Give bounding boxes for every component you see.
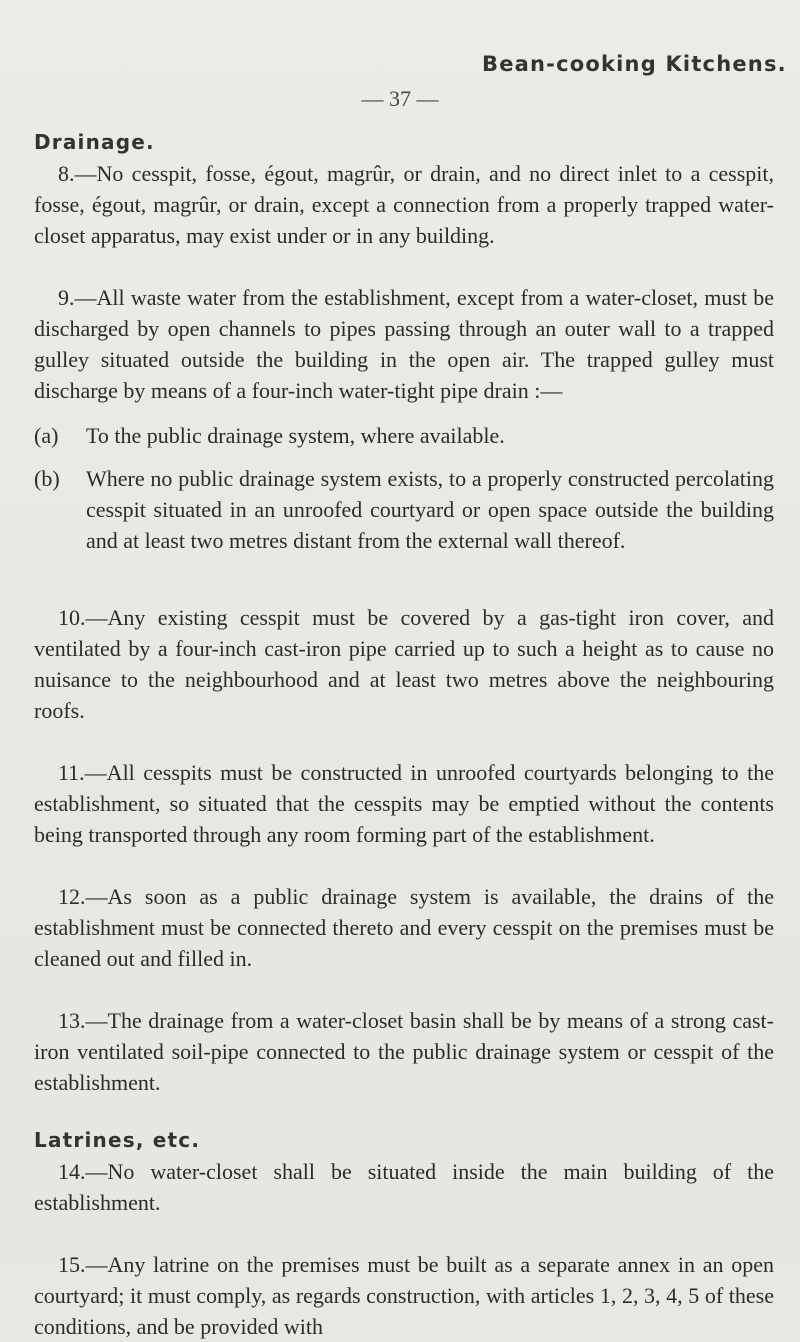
list-item-label: (b)	[34, 466, 60, 491]
paragraph-15: 15.—Any latrine on the premises must be built as a separate annex in an open courtyard; it must comply, as regards construction, with articles 1, 2, 3, 4, 5 of these conditions, and be provided with	[34, 1252, 774, 1339]
paragraph-11: 11.—All cesspits must be constructed in unroofed courtyards belonging to the establishment, so situated that the cesspits may be emptied without the contents being transported through any room forming part of the establishment.	[34, 760, 774, 847]
page-content	[34, 130, 774, 1342]
page-number: — 37 —	[361, 86, 439, 111]
section-heading-latrines: Latrines, etc.	[34, 1128, 201, 1152]
paragraph-13: 13.—The drainage from a water-closet basin shall be by means of a strong cast-iron ventilated soil-pipe connected to the public drainage system or cesspit of the establishment.	[34, 1008, 774, 1095]
paragraph-9: 9.—All waste water from the establishment, except from a water-closet, must be discharged by open channels to pipes passing through an outer wall to a trapped gulley situated outside the building in the open air. The trapped gulley must discharge by means of a four-inch water-tight pipe drain :—	[34, 285, 774, 403]
list-item-label: (a)	[34, 423, 59, 448]
list-item-a	[34, 420, 774, 451]
paragraph-9-list	[34, 420, 774, 556]
list-item-text: To the public drainage system, where available.	[86, 423, 505, 448]
paragraph-14: 14.—No water-closet shall be situated inside the main building of the establishment.	[34, 1159, 774, 1215]
list-item-b	[34, 463, 774, 556]
paragraph-10: 10.—Any existing cesspit must be covered by a gas-tight iron cover, and ventilated by a four-inch cast-iron pipe carried up to such a height as to cause no nuisance to the neighbourhood and at least two metres above the neighbouring roofs.	[34, 605, 774, 723]
section-heading-drainage: Drainage.	[34, 130, 155, 154]
list-item-text: Where no public drainage system exists, to a properly constructed percolating cesspit situated in an unroofed courtyard or open space outside the building and at least two metres distant from the external wall thereof.	[86, 466, 774, 553]
paragraph-12: 12.—As soon as a public drainage system is available, the drains of the establishment must be connected thereto and every cesspit on the premises must be cleaned out and filled in.	[34, 884, 774, 971]
running-head: Bean-cooking Kitchens.	[482, 52, 787, 76]
paragraph-8: 8.—No cesspit, fosse, égout, magrûr, or drain, and no direct inlet to a cesspit, fosse, égout, magrûr, or drain, except a connection from a properly trapped water-closet apparatus, may exist under or in any building.	[34, 161, 774, 248]
